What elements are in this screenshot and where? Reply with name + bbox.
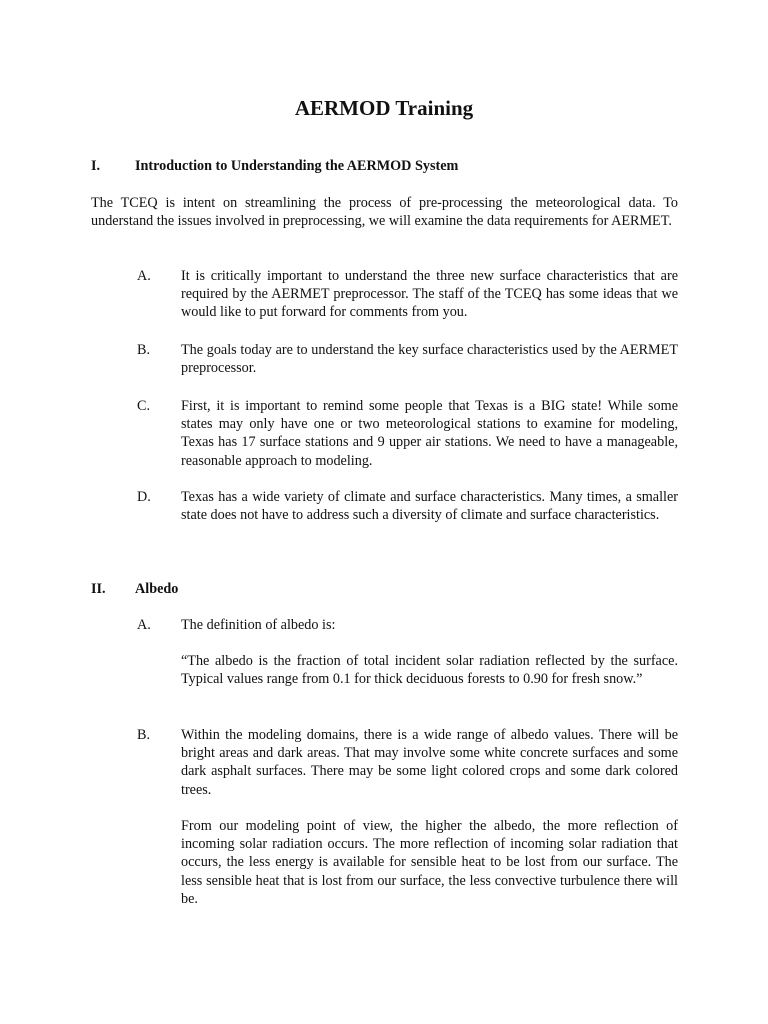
item-text: First, it is important to remind some people that Texas is a BIG state! While some states may only have one or two meteorological stations to examine for modeling, Texas has 17 surface stations and 9 upper air stations. We need to have a manageable, reasonable approach to modeling. bbox=[181, 398, 678, 469]
item-text: It is critically important to understand the three new surface characteristics that are required by the AERMET preprocessor. The staff of the TCEQ has some ideas that we would like to put forward for comments from you. bbox=[181, 268, 678, 321]
item-letter: D. bbox=[137, 489, 151, 505]
item-text: The goals today are to understand the key surface characteristics used by the AERMET preprocessor. bbox=[181, 342, 678, 377]
page-title: AERMOD Training bbox=[294, 96, 474, 120]
item-letter: C. bbox=[137, 398, 151, 414]
item-letter: A. bbox=[137, 268, 151, 284]
section-1-number: I. bbox=[91, 158, 101, 174]
item-letter: B. bbox=[137, 342, 151, 358]
albedo-modeling-paragraph: From our modeling point of view, the higher the albedo, the more reflection of incoming solar radiation occurs. The more reflection of incoming solar radiation that occurs, the less energy is available for sensible heat to be lost from our surface. The less sensible heat that is lost from our surface, the less convective turbulence there will be. bbox=[181, 818, 678, 907]
item-letter: A. bbox=[137, 617, 151, 633]
item-text: Within the modeling domains, there is a wide range of albedo values. There will be bright areas and dark areas. That may involve some white concrete surfaces and some dark asphalt surfaces. There may be some light colored crops and some dark colored trees. bbox=[181, 727, 678, 798]
section-1-intro: The TCEQ is intent on streamlining the process of pre-processing the meteorological data. To understand the issues involved in preprocessing, we will examine the data requirements for AERMET. bbox=[91, 195, 678, 230]
section-2-heading bbox=[91, 580, 178, 598]
section-1-heading bbox=[91, 157, 458, 175]
section-2-title: Albedo bbox=[135, 581, 179, 597]
section-1-title: Introduction to Understanding the AERMOD System bbox=[135, 158, 459, 174]
albedo-definition-quote: “The albedo is the fraction of total incident solar radiation reflected by the surface. Typical values range from 0.1 for thick deciduous forests to 0.90 for fresh snow.” bbox=[181, 653, 678, 688]
item-text: The definition of albedo is: bbox=[181, 617, 336, 633]
section-2-number: II. bbox=[91, 581, 106, 597]
item-text: Texas has a wide variety of climate and surface characteristics. Many times, a smaller state does not have to address such a diversity of climate and surface characteristics. bbox=[181, 489, 678, 524]
item-letter: B. bbox=[137, 727, 151, 743]
